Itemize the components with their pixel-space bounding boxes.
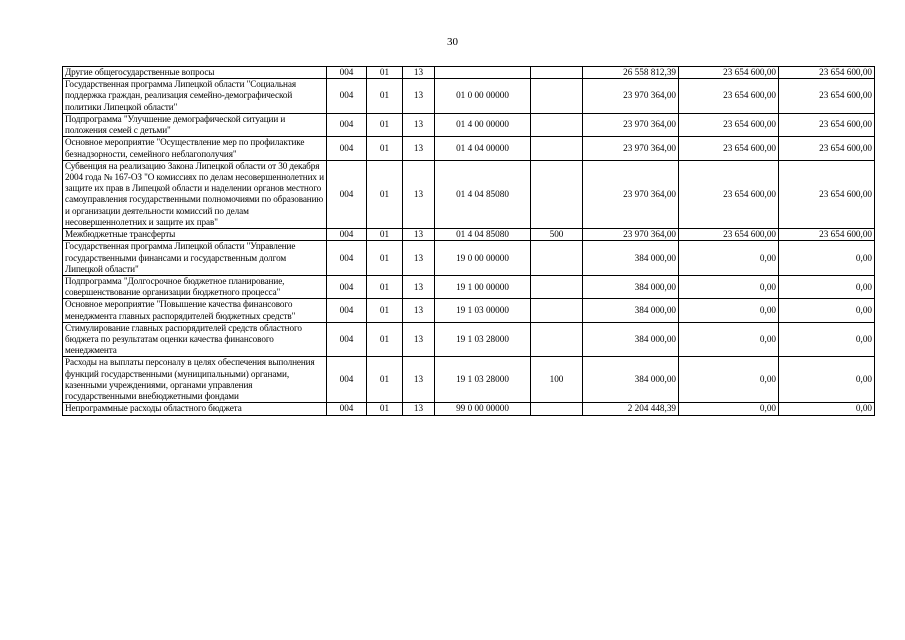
- amount-year3-cell: 23 654 600,00: [779, 160, 875, 228]
- section-code-cell: 01: [367, 357, 403, 403]
- amount-year3-cell: 0,00: [779, 357, 875, 403]
- amount-year1-cell: 384 000,00: [583, 275, 679, 298]
- target-article-cell: 01 4 04 85080: [435, 160, 531, 228]
- amount-year3-cell: 0,00: [779, 241, 875, 276]
- admin-code-cell: 004: [327, 79, 367, 114]
- table-body: [63, 67, 875, 416]
- amount-year2-cell: 0,00: [679, 357, 779, 403]
- amount-year1-cell: 23 970 364,00: [583, 229, 679, 241]
- expense-type-cell: [531, 160, 583, 228]
- subsection-code-cell: 13: [403, 137, 435, 160]
- admin-code-cell: 004: [327, 275, 367, 298]
- table-row: [63, 67, 875, 79]
- subsection-code-cell: 13: [403, 160, 435, 228]
- subsection-code-cell: 13: [403, 113, 435, 136]
- amount-year2-cell: 0,00: [679, 299, 779, 322]
- target-article-cell: [435, 67, 531, 79]
- expense-name-cell: Непрограммные расходы областного бюджета: [63, 403, 327, 415]
- target-article-cell: 19 0 00 00000: [435, 241, 531, 276]
- subsection-code-cell: 13: [403, 299, 435, 322]
- section-code-cell: 01: [367, 160, 403, 228]
- target-article-cell: 01 4 04 00000: [435, 137, 531, 160]
- expense-type-cell: [531, 137, 583, 160]
- table-row: [63, 229, 875, 241]
- amount-year3-cell: 0,00: [779, 322, 875, 357]
- admin-code-cell: 004: [327, 160, 367, 228]
- amount-year2-cell: 23 654 600,00: [679, 67, 779, 79]
- section-code-cell: 01: [367, 137, 403, 160]
- table-row: [63, 113, 875, 136]
- amount-year1-cell: 384 000,00: [583, 299, 679, 322]
- admin-code-cell: 004: [327, 241, 367, 276]
- amount-year3-cell: 0,00: [779, 275, 875, 298]
- amount-year2-cell: 0,00: [679, 403, 779, 415]
- target-article-cell: 01 4 04 85080: [435, 229, 531, 241]
- amount-year2-cell: 0,00: [679, 241, 779, 276]
- expense-name-cell: Основное мероприятие "Повышение качества финансового менеджмента главных распорядителей бюджетных средств": [63, 299, 327, 322]
- subsection-code-cell: 13: [403, 322, 435, 357]
- target-article-cell: 99 0 00 00000: [435, 403, 531, 415]
- amount-year3-cell: 0,00: [779, 403, 875, 415]
- amount-year3-cell: 23 654 600,00: [779, 79, 875, 114]
- amount-year1-cell: 26 558 812,39: [583, 67, 679, 79]
- subsection-code-cell: 13: [403, 67, 435, 79]
- amount-year3-cell: 23 654 600,00: [779, 229, 875, 241]
- expense-name-cell: Стимулирование главных распорядителей средств областного бюджета по результатам оценки качества финансового менеджмента: [63, 322, 327, 357]
- admin-code-cell: 004: [327, 113, 367, 136]
- admin-code-cell: 004: [327, 322, 367, 357]
- expense-name-cell: Подпрограмма "Долгосрочное бюджетное планирование, совершенствование организации бюджетного процесса": [63, 275, 327, 298]
- expense-name-cell: Межбюджетные трансферты: [63, 229, 327, 241]
- page-number: 30: [447, 36, 458, 48]
- section-code-cell: 01: [367, 275, 403, 298]
- amount-year1-cell: 23 970 364,00: [583, 113, 679, 136]
- section-code-cell: 01: [367, 79, 403, 114]
- subsection-code-cell: 13: [403, 275, 435, 298]
- amount-year1-cell: 384 000,00: [583, 357, 679, 403]
- expense-type-cell: [531, 403, 583, 415]
- admin-code-cell: 004: [327, 403, 367, 415]
- expense-name-cell: Другие общегосударственные вопросы: [63, 67, 327, 79]
- amount-year2-cell: 23 654 600,00: [679, 160, 779, 228]
- expense-type-cell: [531, 322, 583, 357]
- target-article-cell: 19 1 03 00000: [435, 299, 531, 322]
- section-code-cell: 01: [367, 241, 403, 276]
- expense-type-cell: [531, 299, 583, 322]
- table-row: [63, 241, 875, 276]
- admin-code-cell: 004: [327, 229, 367, 241]
- amount-year2-cell: 23 654 600,00: [679, 229, 779, 241]
- section-code-cell: 01: [367, 403, 403, 415]
- expense-type-cell: [531, 241, 583, 276]
- subsection-code-cell: 13: [403, 229, 435, 241]
- expense-type-cell: [531, 113, 583, 136]
- admin-code-cell: 004: [327, 299, 367, 322]
- amount-year1-cell: 23 970 364,00: [583, 137, 679, 160]
- expense-name-cell: Субвенция на реализацию Закона Липецкой области от 30 декабря 2004 года № 167-ОЗ "О комиссиях по делам несовершеннолетних и защите их прав в Липецкой области и наделении органов местного самоуправления государственными полномочиями по образованию и организации деятельности комиссий по делам несовершеннолетних и защите их прав": [63, 160, 327, 228]
- target-article-cell: 19 1 03 28000: [435, 357, 531, 403]
- table-row: [63, 403, 875, 415]
- amount-year2-cell: 0,00: [679, 275, 779, 298]
- budget-table: [62, 66, 875, 416]
- admin-code-cell: 004: [327, 67, 367, 79]
- section-code-cell: 01: [367, 229, 403, 241]
- subsection-code-cell: 13: [403, 357, 435, 403]
- amount-year3-cell: 23 654 600,00: [779, 67, 875, 79]
- amount-year1-cell: 384 000,00: [583, 241, 679, 276]
- table-row: [63, 160, 875, 228]
- amount-year3-cell: 0,00: [779, 299, 875, 322]
- section-code-cell: 01: [367, 299, 403, 322]
- amount-year1-cell: 384 000,00: [583, 322, 679, 357]
- section-code-cell: 01: [367, 67, 403, 79]
- amount-year2-cell: 0,00: [679, 322, 779, 357]
- amount-year2-cell: 23 654 600,00: [679, 113, 779, 136]
- expense-type-cell: [531, 275, 583, 298]
- table-row: [63, 137, 875, 160]
- amount-year1-cell: 23 970 364,00: [583, 160, 679, 228]
- expense-name-cell: Государственная программа Липецкой области "Управление государственными финансами и государственным долгом Липецкой области": [63, 241, 327, 276]
- expense-name-cell: Государственная программа Липецкой области "Социальная поддержка граждан, реализация семейно-демографической политики Липецкой области": [63, 79, 327, 114]
- table-row: [63, 299, 875, 322]
- target-article-cell: 19 1 00 00000: [435, 275, 531, 298]
- target-article-cell: 01 0 00 00000: [435, 79, 531, 114]
- amount-year3-cell: 23 654 600,00: [779, 137, 875, 160]
- subsection-code-cell: 13: [403, 241, 435, 276]
- subsection-code-cell: 13: [403, 79, 435, 114]
- admin-code-cell: 004: [327, 137, 367, 160]
- expense-type-cell: 500: [531, 229, 583, 241]
- expense-type-cell: [531, 79, 583, 114]
- table-row: [63, 275, 875, 298]
- amount-year3-cell: 23 654 600,00: [779, 113, 875, 136]
- amount-year1-cell: 2 204 448,39: [583, 403, 679, 415]
- expense-name-cell: Расходы на выплаты персоналу в целях обеспечения выполнения функций государственными (муниципальными) органами, казенными учреждениями, органами управления государственными внебюджетными фондами: [63, 357, 327, 403]
- expense-type-cell: 100: [531, 357, 583, 403]
- amount-year2-cell: 23 654 600,00: [679, 137, 779, 160]
- section-code-cell: 01: [367, 113, 403, 136]
- amount-year1-cell: 23 970 364,00: [583, 79, 679, 114]
- expense-type-cell: [531, 67, 583, 79]
- expense-name-cell: Основное мероприятие "Осуществление мер по профилактике безнадзорности, семейного неблагополучия": [63, 137, 327, 160]
- admin-code-cell: 004: [327, 357, 367, 403]
- table-row: [63, 322, 875, 357]
- expense-name-cell: Подпрограмма "Улучшение демографической ситуации и положения семей с детьми": [63, 113, 327, 136]
- subsection-code-cell: 13: [403, 403, 435, 415]
- table-row: [63, 357, 875, 403]
- target-article-cell: 01 4 00 00000: [435, 113, 531, 136]
- table-row: [63, 79, 875, 114]
- amount-year2-cell: 23 654 600,00: [679, 79, 779, 114]
- target-article-cell: 19 1 03 28000: [435, 322, 531, 357]
- section-code-cell: 01: [367, 322, 403, 357]
